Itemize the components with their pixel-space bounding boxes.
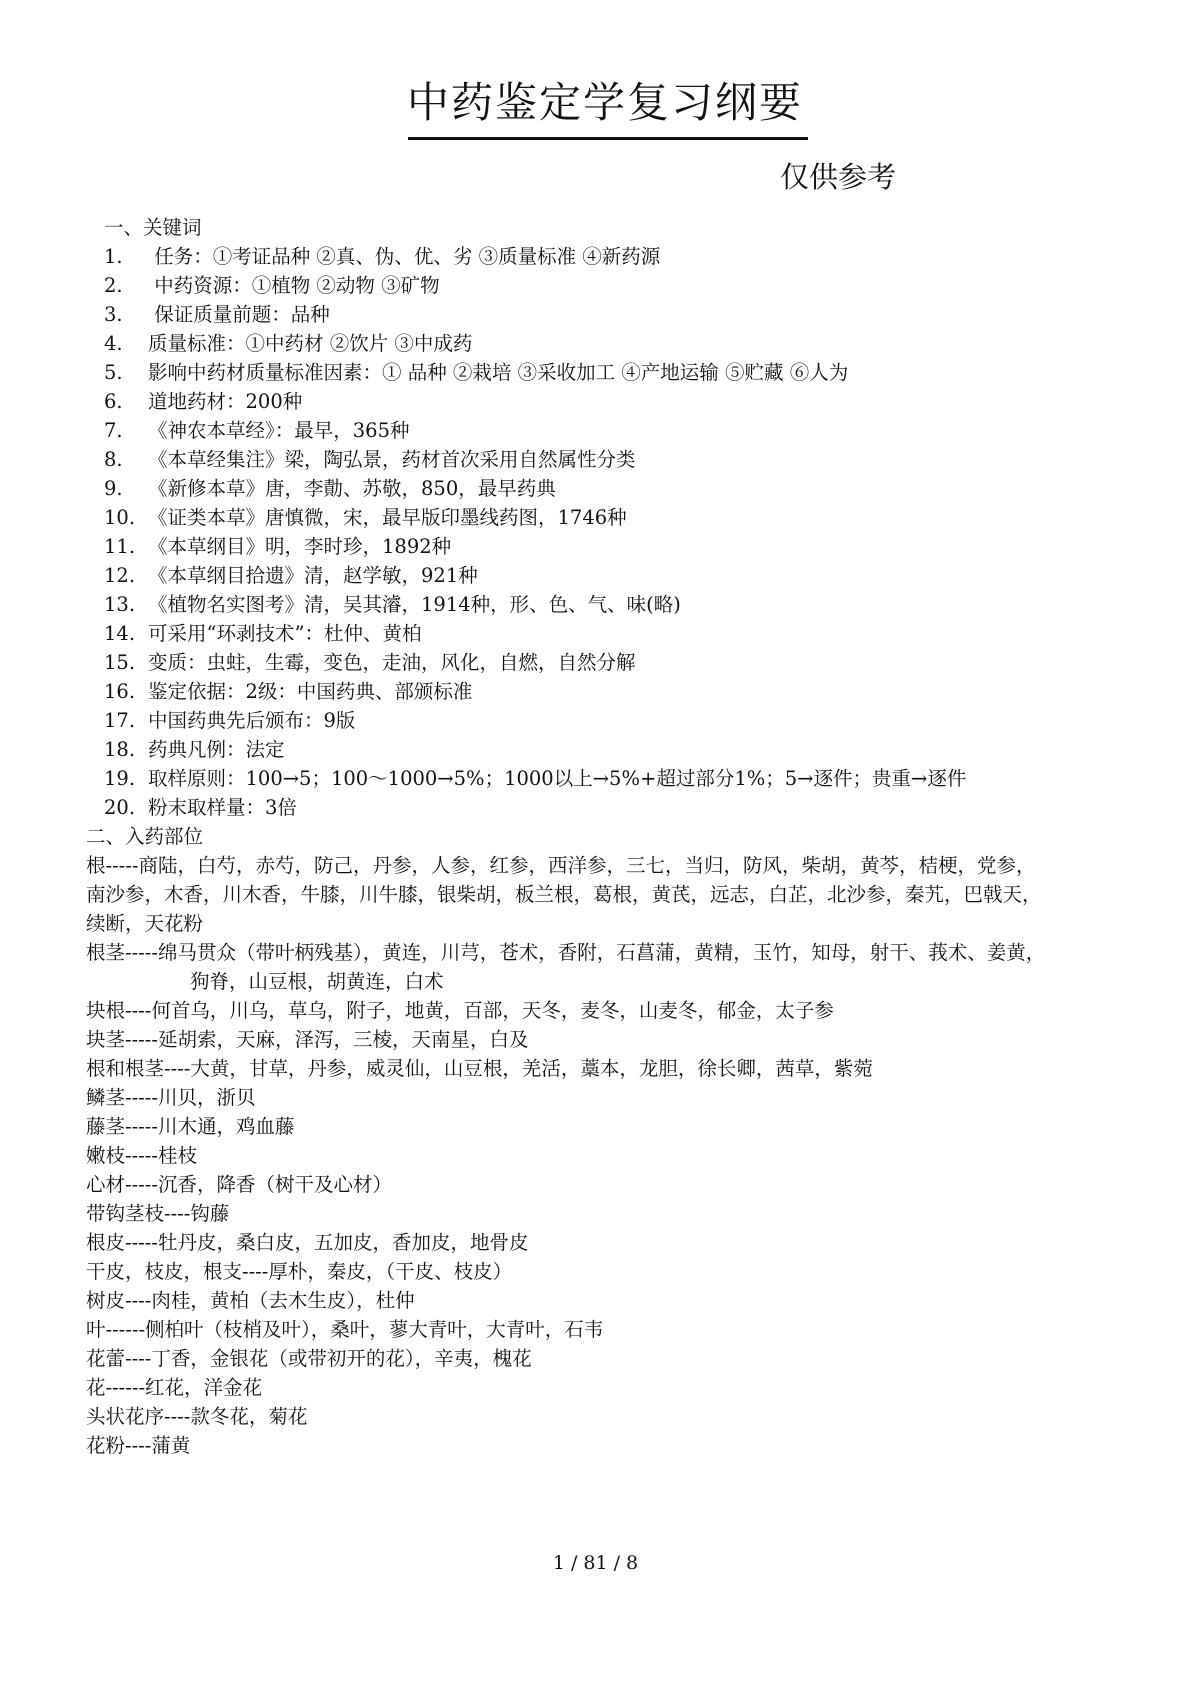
list-item: 16. 鉴定依据：2级：中国药典、部颁标准 [104, 680, 473, 703]
text-line: 续断，天花粉 [86, 912, 204, 935]
list-item: 8. 《本草经集注》梁，陶弘景，药材首次采用自然属性分类 [104, 448, 636, 471]
list-item: 17. 中国药典先后颁布：9版 [104, 709, 356, 732]
list-item: 11. 《本草纲目》明，李时珍，1892种 [104, 535, 452, 558]
text-line: 狗脊，山豆根，胡黄连，白术 [190, 970, 444, 993]
text-line: 块根----何首乌，川乌，草乌，附子，地黄，百部，天冬，麦冬，山麦冬，郁金，太子参 [86, 999, 834, 1022]
text-line: 藤茎-----川木通，鸡血藤 [86, 1115, 295, 1138]
list-item: 4. 质量标准：①中药材 ②饮片 ③中成药 [104, 332, 473, 355]
list-item: 13. 《植物名实图考》清，吴其濬，1914种，形、色、气、味(略) [104, 593, 681, 616]
list-item: 6. 道地药材：200种 [104, 390, 303, 413]
list-item: 1. 任务：①考证品种 ②真、伪、优、劣 ③质量标准 ④新药源 [104, 245, 661, 268]
text-line: 花蕾----丁香，金银花（或带初开的花），辛夷，槐花 [86, 1347, 532, 1370]
page-title: 中药鉴定学复习纲要 [406, 78, 803, 127]
list-item: 19. 取样原则：100→5；100～1000→5%；1000以上→5%+超过部分1%；5→逐件；贵重→逐件 [104, 767, 967, 790]
list-item: 12. 《本草纲目拾遗》清，赵学敏，921种 [104, 564, 478, 587]
text-line: 鳞茎-----川贝，浙贝 [86, 1086, 256, 1109]
list-item: 9. 《新修本草》唐，李勣、苏敬，850，最早药典 [104, 477, 556, 500]
text-line: 带钩茎枝----钩藤 [86, 1202, 230, 1225]
page-subtitle: 仅供参考 [780, 160, 897, 194]
text-line: 叶------侧柏叶（枝梢及叶），桑叶，蓼大青叶，大青叶，石韦 [86, 1318, 604, 1341]
text-line: 根皮-----牡丹皮，桑白皮，五加皮，香加皮，地骨皮 [86, 1231, 529, 1254]
list-item: 7. 《神农本草经》：最早，365种 [104, 419, 410, 442]
section-heading-keywords: 一、关键词 [104, 216, 202, 239]
text-line: 根茎-----绵马贯众（带叶柄残基），黄连，川芎，苍术，香附，石菖蒲，黄精，玉竹，知母，射干、莪术、姜黄， [86, 941, 1046, 964]
list-item: 18. 药典凡例：法定 [104, 738, 285, 761]
section-heading-parts: 二、入药部位 [86, 825, 204, 848]
text-line: 花------红花，洋金花 [86, 1376, 263, 1399]
page-number: 1 / 81 / 8 [552, 1552, 639, 1574]
list-item: 3. 保证质量前题：品种 [104, 303, 330, 326]
text-line: 嫩枝-----桂枝 [86, 1144, 197, 1167]
title-underline [408, 137, 808, 140]
text-line: 头状花序----款冬花，菊花 [86, 1405, 308, 1428]
list-item: 14. 可采用“环剥技术”：杜仲、黄柏 [104, 622, 422, 645]
list-item: 15. 变质：虫蛀，生霉，变色，走油，风化，自燃，自然分解 [104, 651, 636, 674]
text-line: 花粉----蒲黄 [86, 1434, 191, 1457]
text-line: 干皮，枝皮，根支----厚朴，秦皮，（干皮、枝皮） [86, 1260, 513, 1283]
list-item: 2. 中药资源：①植物 ②动物 ③矿物 [104, 274, 440, 297]
text-line: 南沙参，木香，川木香，牛膝，川牛膝，银柴胡，板兰根，葛根，黄芪，远志，白芷，北沙参，秦艽，巴戟天， [86, 883, 1042, 906]
text-line: 树皮----肉桂，黄柏（去木生皮），杜仲 [86, 1289, 415, 1312]
text-line: 根和根茎----大黄，甘草，丹参，威灵仙，山豆根，羌活，藁本，龙胆，徐长卿，茜草，紫菀 [86, 1057, 873, 1080]
text-line: 根-----商陆，白芍，赤芍，防己，丹参，人参，红参，西洋参，三七，当归，防风，柴胡，黄芩，桔梗，党参， [86, 854, 1036, 877]
list-item: 5. 影响中药材质量标准因素：① 品种 ②栽培 ③采收加工 ④产地运输 ⑤贮藏 ⑥人为 [104, 361, 849, 384]
text-line: 块茎-----延胡索，天麻，泽泻，三棱，天南星，白及 [86, 1028, 529, 1051]
list-item: 20. 粉末取样量：3倍 [104, 796, 297, 819]
text-line: 心材-----沉香，降香（树干及心材） [86, 1173, 392, 1196]
list-item: 10. 《证类本草》唐慎微，宋，最早版印墨线药图，1746种 [104, 506, 627, 529]
